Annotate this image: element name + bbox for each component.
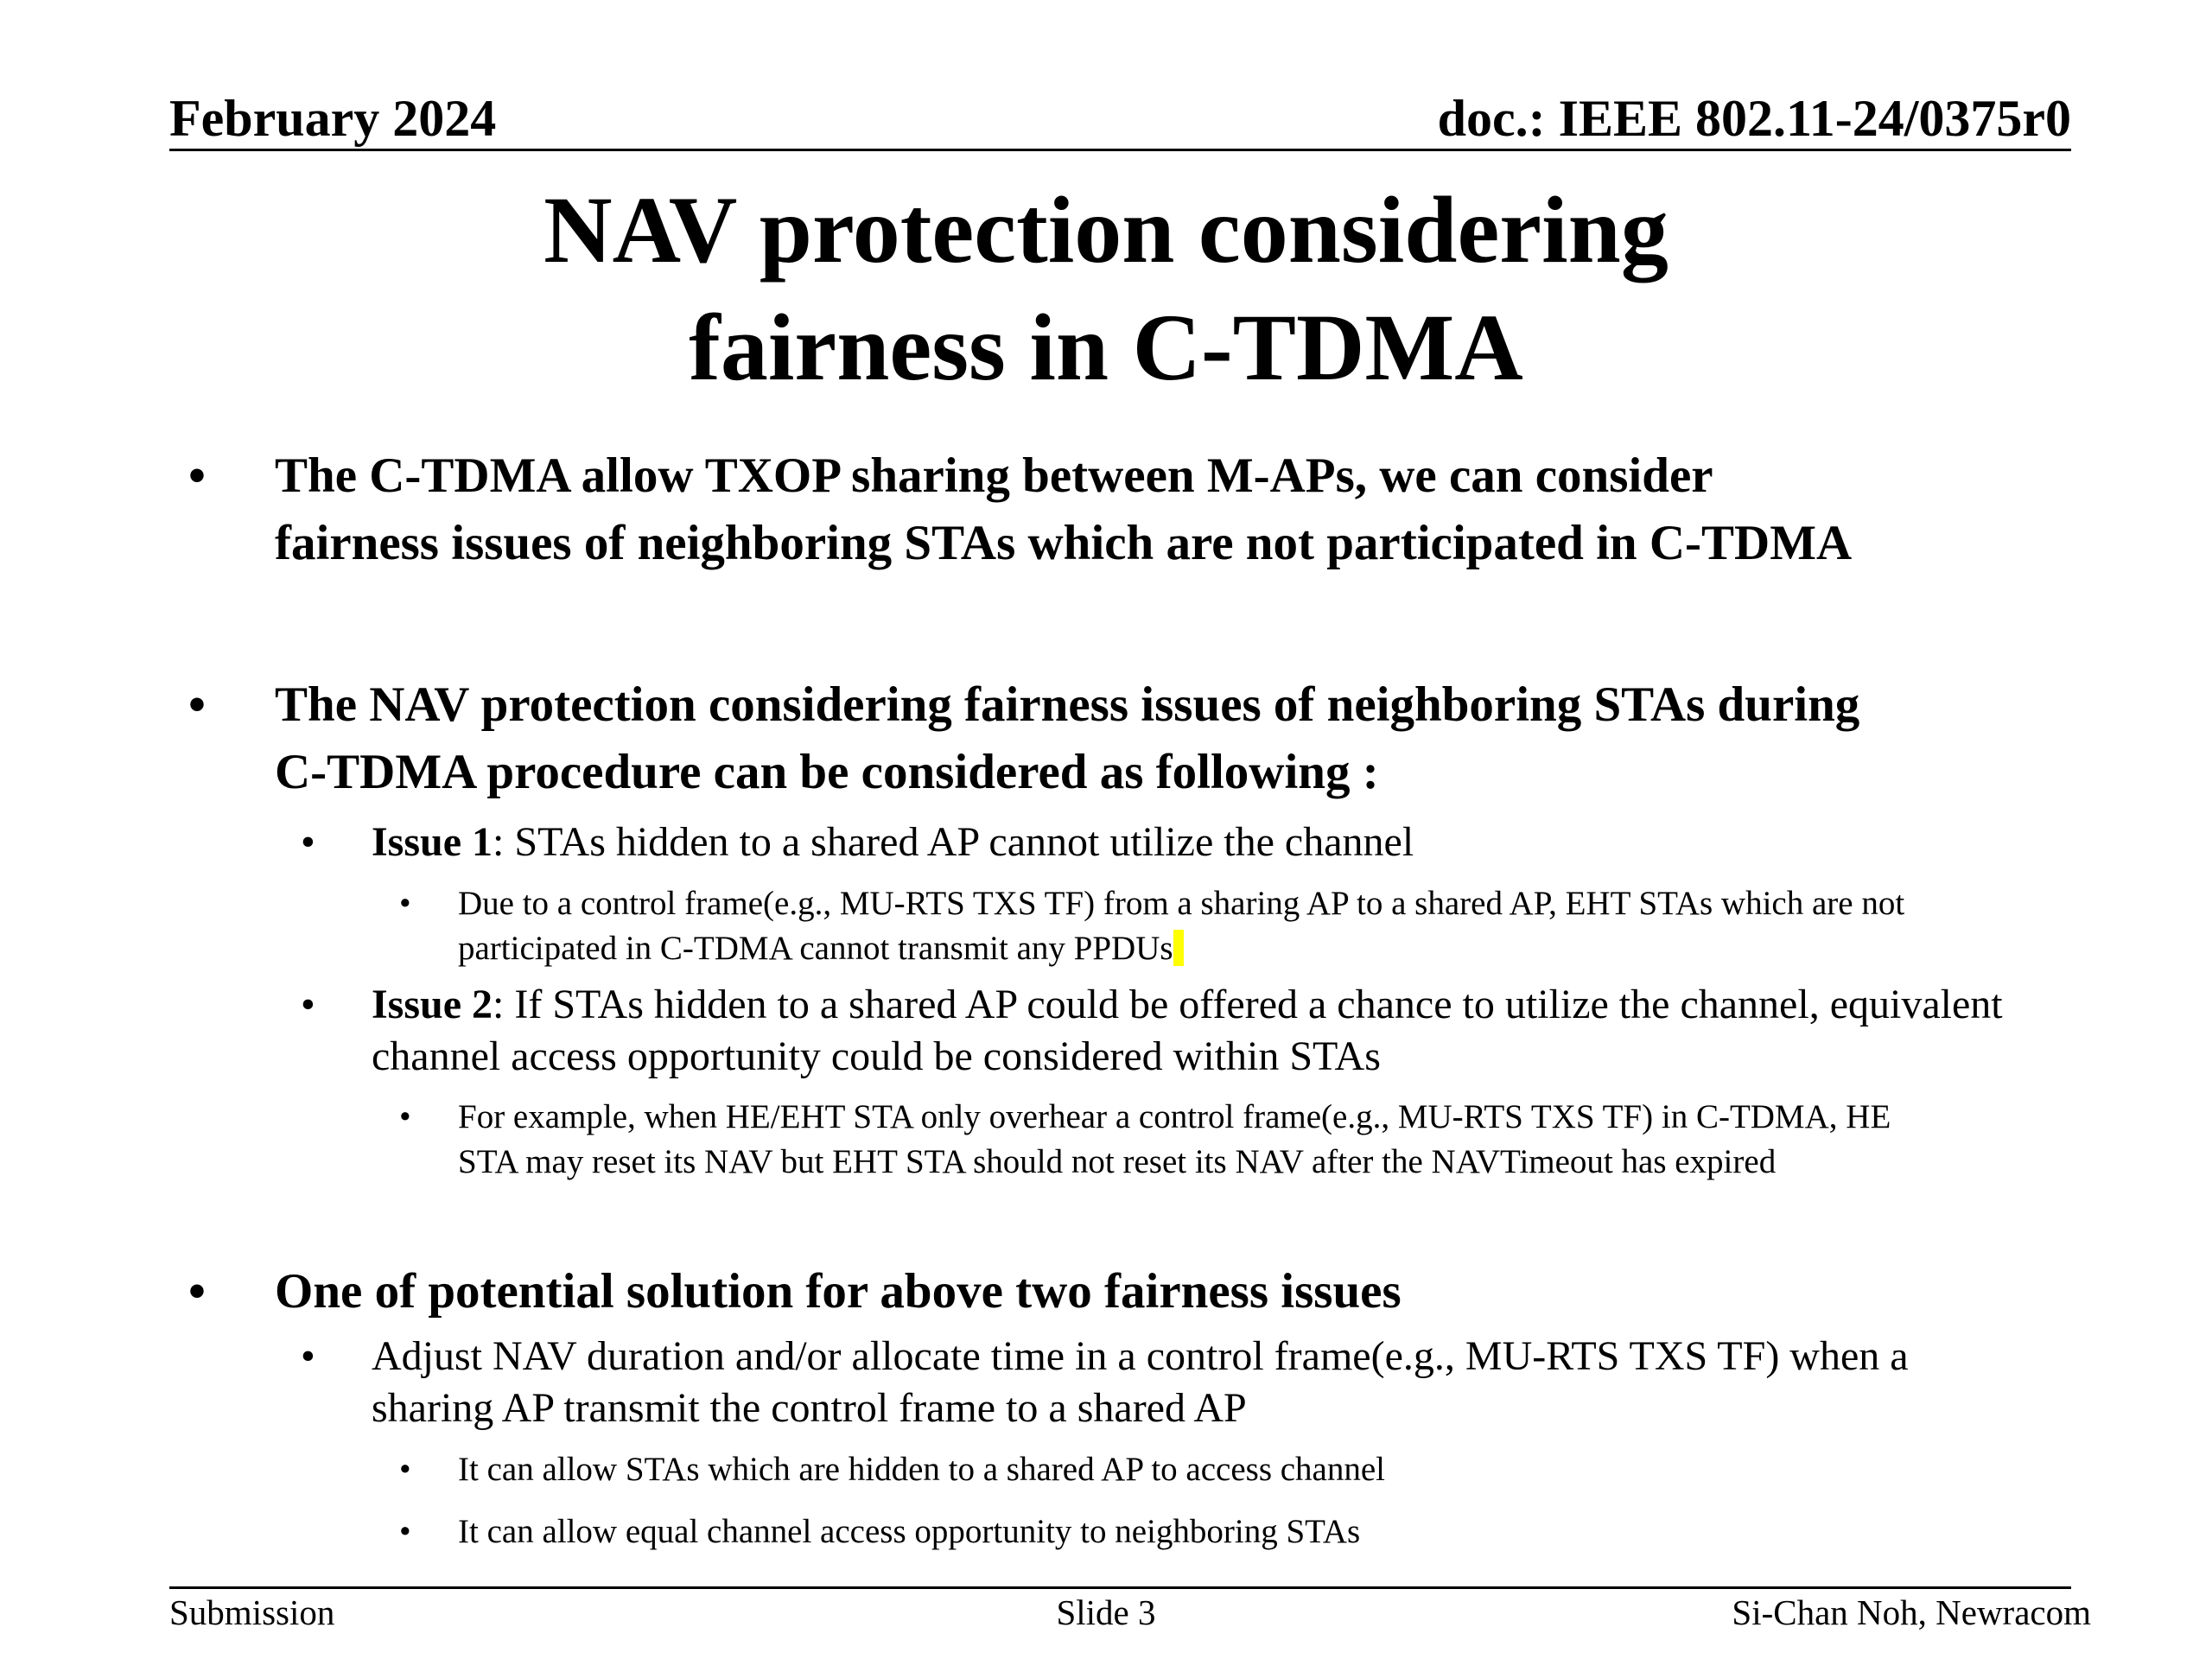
detail-line: Due to a control frame(e.g., MU-RTS TXS TF) from a sharing AP to a shared AP, EHT STAs which are not [458,885,1905,922]
bullet-line: fairness issues of neighboring STAs which are not participated in C-TDMA [275,516,1853,570]
bullet-line: C-TDMA procedure can be considered as following : [275,745,1379,799]
detail-line: It can allow STAs which are hidden to a shared AP to access channel [458,1451,1386,1488]
detail-line: STA may reset its NAV but EHT STA should not reset its NAV after the NAVTimeout has expired [458,1143,1777,1180]
detail-line: For example, when HE/EHT STA only overhear a control frame(e.g., MU-RTS TXS TF) in C-TDMA, HE [458,1098,1891,1135]
slide-title-line-1: NAV protection considering [543,177,1669,283]
bullet-dot: • [301,982,315,1027]
footer-submission: Submission [169,1592,335,1632]
sub-bullet-adjust-nav [301,1331,2115,1434]
detail-bullet-hidden-access [399,1447,2093,1492]
header-doc-id: doc.: IEEE 802.11-24/0375r0 [1437,90,2071,147]
bullet-dot: • [399,1451,411,1488]
slide-title-line-2: fairness in C-TDMA [689,295,1523,400]
bullet-dot: • [188,448,206,503]
slide-title [0,171,2212,406]
detail-line: It can allow equal channel access opportunity to neighboring STAs [458,1513,1361,1550]
bullet-nav-protection [188,671,2115,806]
issue-2-label: Issue 2 [372,982,493,1027]
footer-divider [169,1586,2071,1589]
detail-line: participated in C-TDMA cannot transmit any PPDUs [458,930,1173,967]
bullet-dot: • [399,1513,411,1550]
issue-1-label: Issue 1 [372,819,493,865]
bullet-dot: • [188,677,206,732]
issue-2-text: channel access opportunity could be considered within STAs [372,1033,1381,1079]
solution-line: Adjust NAV duration and/or allocate time in a control frame(e.g., MU-RTS TXS TF) when a [372,1333,1909,1379]
bullet-line: The C-TDMA allow TXOP sharing between M-APs, we can consider [275,448,1713,503]
footer-author: Si-Chan Noh, Newracom [1732,1592,2091,1632]
text-cursor-highlight [1173,930,1184,966]
bullet-potential-solution [188,1258,2115,1325]
bullet-dot: • [301,1333,315,1379]
sub-bullet-issue-2 [301,979,2115,1083]
detail-bullet-example [399,1095,2093,1185]
bullet-dot: • [399,1098,411,1135]
bullet-dot: • [301,819,315,865]
bullet-dot: • [399,885,411,922]
bullet-dot: • [188,1264,206,1319]
bullet-line: One of potential solution for above two fairness issues [275,1264,1402,1319]
bullet-line: The NAV protection considering fairness issues of neighboring STAs during [275,677,1860,732]
sub-bullet-issue-1 [301,817,2115,868]
issue-2-text: : If STAs hidden to a shared AP could be offered a chance to utilize the channel, equivalent [493,982,2003,1027]
header-divider [169,149,2071,151]
bullet-txop-sharing [188,442,2115,577]
detail-bullet-control-frame [399,881,2093,971]
issue-1-text: : STAs hidden to a shared AP cannot utilize the channel [493,819,1414,865]
footer-slide-number: Slide 3 [1056,1592,1156,1632]
solution-line: sharing AP transmit the control frame to a shared AP [372,1385,1247,1431]
detail-bullet-equal-access [399,1510,2093,1554]
header-date: February 2024 [169,90,497,147]
